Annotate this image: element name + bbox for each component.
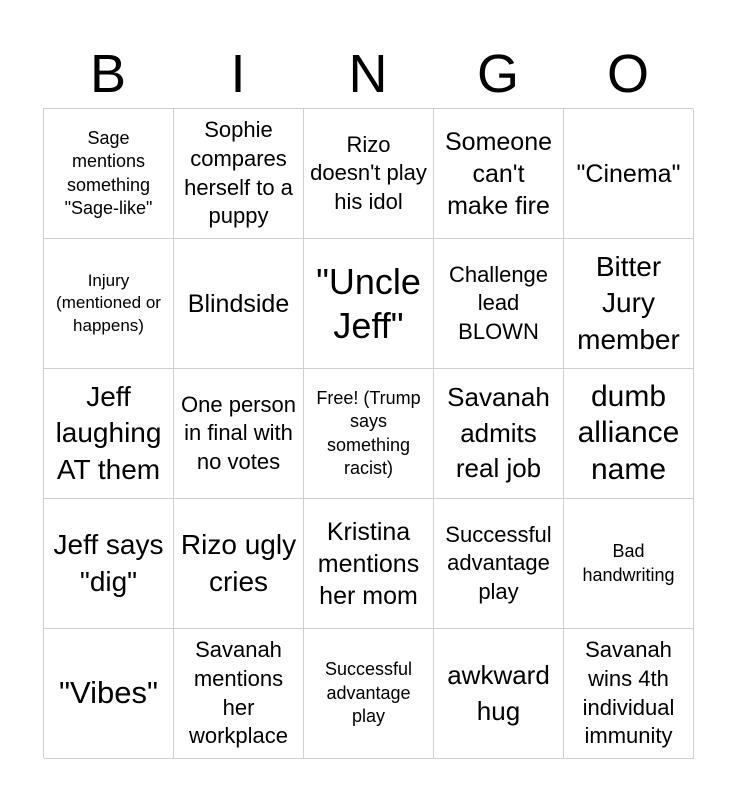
- bingo-cell-r1c1[interactable]: [44, 109, 174, 239]
- bingo-cell-r1c5[interactable]: [564, 109, 694, 239]
- header-letter-n: N: [348, 44, 388, 104]
- bingo-cell-r3c1[interactable]: [44, 369, 174, 499]
- bingo-cell-r4c5[interactable]: [564, 499, 694, 629]
- bingo-cell-text: Rizo ugly cries: [180, 529, 297, 597]
- bingo-cell-r1c4[interactable]: [434, 109, 564, 239]
- bingo-cell-r5c2[interactable]: [174, 629, 304, 759]
- bingo-cell-r1c2[interactable]: [174, 109, 304, 239]
- bingo-cell-text: Jeff says "dig": [53, 529, 164, 597]
- bingo-cell-text: Successful advantage play: [324, 659, 413, 727]
- bingo-cell-r5c5[interactable]: [564, 629, 694, 759]
- header-letter-o: O: [606, 44, 649, 104]
- bingo-cell-r1c3[interactable]: [304, 109, 434, 239]
- bingo-cell-r4c3[interactable]: [304, 499, 434, 629]
- bingo-cell-r5c3[interactable]: [304, 629, 434, 759]
- bingo-cell-r2c4[interactable]: [434, 239, 564, 369]
- bingo-cell-text: One person in final with no votes: [181, 391, 296, 474]
- bingo-cell-text: Sophie compares herself to a puppy: [184, 117, 293, 229]
- bingo-cell-text: Challenge lead BLOWN: [448, 261, 549, 344]
- bingo-cell-r4c2[interactable]: [174, 499, 304, 629]
- bingo-cell-r2c5[interactable]: [564, 239, 694, 369]
- bingo-cell-text: Successful advantage play: [445, 521, 552, 604]
- bingo-cell-text: awkward hug: [447, 660, 550, 726]
- bingo-cell-text: Someone can't make fire: [444, 127, 553, 220]
- bingo-cell-r3c2[interactable]: [174, 369, 304, 499]
- bingo-cell-text: Kristina mentions her mom: [317, 517, 420, 610]
- bingo-cell-text: Injury (mentioned or happens): [56, 270, 161, 335]
- bingo-board: [43, 108, 693, 758]
- bingo-cell-text: Savanah mentions her workplace: [188, 637, 289, 749]
- bingo-cell-r4c4[interactable]: [434, 499, 564, 629]
- bingo-header: [43, 40, 693, 108]
- bingo-cell-r5c4[interactable]: [434, 629, 564, 759]
- header-letter-b: B: [89, 44, 127, 104]
- bingo-cell-r5c1[interactable]: [44, 629, 174, 759]
- bingo-cell-r3c5[interactable]: [564, 369, 694, 499]
- bingo-cell-text: "Vibes": [59, 675, 158, 711]
- header-letter-g: G: [476, 44, 519, 104]
- bingo-cell-text: Savanah admits real job: [447, 382, 550, 484]
- bingo-cell-r4c1[interactable]: [44, 499, 174, 629]
- bingo-cell-r3c3[interactable]: [304, 369, 434, 499]
- bingo-cell-text: Bitter Jury member: [577, 250, 680, 355]
- bingo-cell-r3c4[interactable]: [434, 369, 564, 499]
- bingo-cell-r2c1[interactable]: [44, 239, 174, 369]
- bingo-cell-r2c2[interactable]: [174, 239, 304, 369]
- bingo-cell-r2c3[interactable]: [304, 239, 434, 369]
- bingo-cell-text: "Uncle Jeff": [316, 261, 421, 346]
- bingo-cell-text: Blindside: [187, 289, 290, 318]
- bingo-cell-text: "Cinema": [576, 159, 681, 188]
- header-letter-i: I: [230, 44, 246, 104]
- bingo-cell-text: Jeff laughing AT them: [55, 380, 162, 485]
- bingo-cell-text: Sage mentions something "Sage-like": [64, 127, 153, 218]
- bingo-cell-text: Savanah wins 4th individual immunity: [582, 637, 675, 749]
- bingo-cell-text: Bad handwriting: [582, 541, 675, 585]
- bingo-cell-text: Free! (Trump says something racist): [316, 387, 421, 478]
- bingo-cell-text: Rizo doesn't play his idol: [310, 131, 427, 214]
- bingo-cell-text: dumb alliance name: [577, 379, 680, 486]
